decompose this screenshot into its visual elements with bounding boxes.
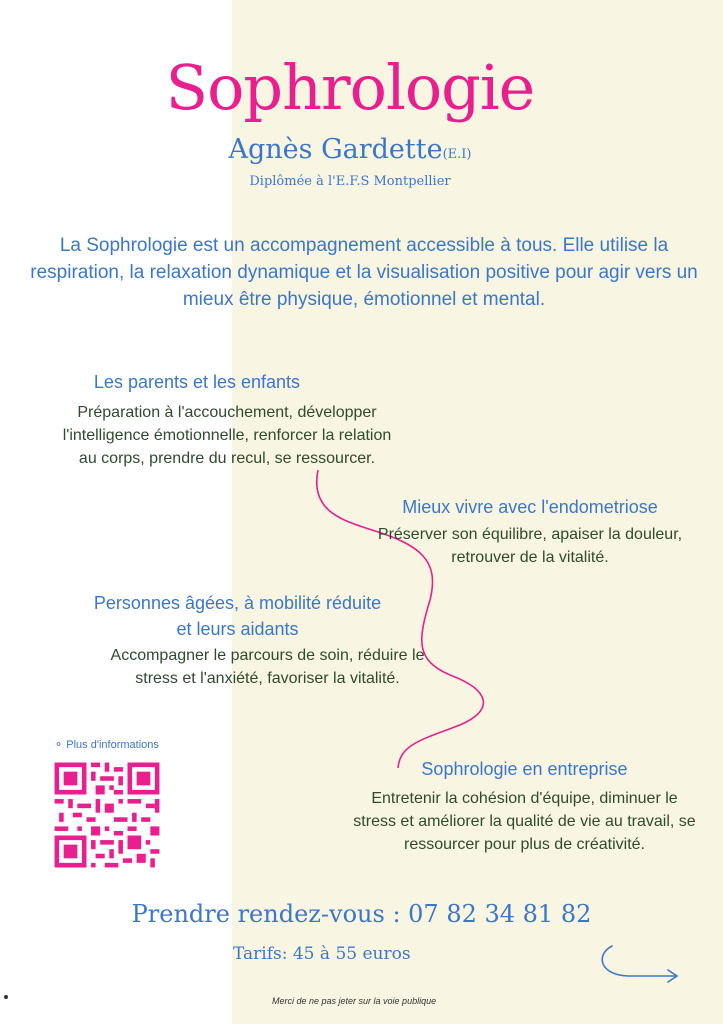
section-title: Mieux vivre avec l'endometriose bbox=[402, 497, 658, 517]
qr-code[interactable] bbox=[50, 758, 164, 872]
page-title: Sophrologie bbox=[165, 51, 535, 124]
diploma-line: Diplômée à l'E.F.S Montpellier bbox=[249, 174, 451, 189]
qr-label-text: Plus d'informations bbox=[66, 739, 159, 751]
section-text: Accompagner le parcours de soin, réduire le stress et l'anxiété, favoriser la vitalité. bbox=[110, 647, 425, 687]
section-text: Entretenir la cohésion d'équipe, diminuer le stress et améliorer la qualité de vie au travail, se ressourcer pour plus de créativité. bbox=[353, 790, 696, 853]
curved-arrow-icon bbox=[602, 946, 677, 982]
bullet-dot bbox=[4, 995, 8, 999]
qr-code-graphic bbox=[50, 758, 164, 872]
section-entreprise bbox=[352, 756, 697, 856]
practitioner-name: Agnès Gardette(E.I) bbox=[228, 134, 472, 165]
section-text: Préparation à l'accouchement, développer l'intelligence émotionnelle, renforcer la relation au corps, prendre du recul, se ressourcer. bbox=[62, 404, 392, 467]
section-title: Personnes âgées, à mobilité réduite et leurs aidants bbox=[93, 593, 382, 639]
section-personnes-agees bbox=[90, 590, 445, 690]
intro-text: La Sophrologie est un accompagnement accessible à tous. Elle utilise la respiration, la relaxation dynamique et la visualisation positive pour agir vers un mieux être physique, émotionnel et mental. bbox=[30, 235, 698, 310]
section-endometriose bbox=[360, 494, 700, 569]
qr-label bbox=[54, 738, 159, 751]
section-title: Les parents et les enfants bbox=[93, 372, 301, 392]
section-parents bbox=[52, 369, 402, 470]
pricing: Tarifs: 45 à 55 euros bbox=[233, 944, 411, 964]
section-title: Sophrologie en entreprise bbox=[421, 759, 628, 779]
footer-note: Merci de ne pas jeter sur la voie publique bbox=[272, 996, 437, 1006]
section-text: Préserver son équilibre, apaiser la douleur, retrouver de la vitalité. bbox=[377, 526, 683, 566]
appointment-phone[interactable]: Prendre rendez-vous : 07 82 34 81 82 bbox=[131, 900, 592, 928]
lightbulb-icon: ⚬ bbox=[54, 739, 64, 751]
